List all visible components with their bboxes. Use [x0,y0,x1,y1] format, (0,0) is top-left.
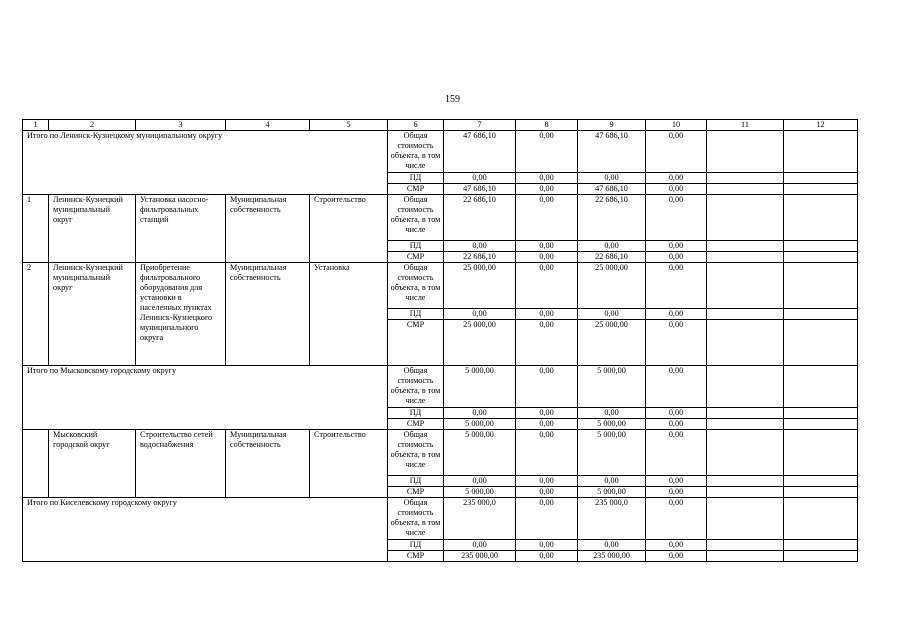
cost-type-label: Общая стоимость объекта, в том числе [388,195,444,241]
empty-cell [784,263,858,309]
value-c10: 0,00 [646,320,707,366]
cost-type-label: ПД [388,173,444,184]
cost-type-label: ПД [388,408,444,419]
section-total-label: Итого по Ленинск-Кузнецкому муниципальному округу [23,131,388,195]
cost-type-label: СМР [388,487,444,498]
value-c9: 25 000,00 [578,320,646,366]
value-c10: 0,00 [646,241,707,252]
item-ownership: Муниципальная собственность [226,263,310,366]
value-c9: 47 686,10 [578,131,646,173]
empty-cell [707,408,784,419]
item-number: 1 [23,195,49,263]
cost-type-label: ПД [388,476,444,487]
value-c10: 0,00 [646,408,707,419]
empty-cell [784,184,858,195]
investment-objects-table [22,119,858,562]
column-number: 10 [646,120,707,131]
value-c9: 22 686,10 [578,252,646,263]
empty-cell [784,419,858,430]
empty-cell [707,309,784,320]
empty-cell [707,366,784,408]
empty-cell [784,430,858,476]
empty-cell [707,320,784,366]
item-object-name: Приобретение фильтровального оборудования для установки в населенных пунктах Ленинск-Кузнецкого муниципального округа [136,263,226,366]
value-c7: 5 000,00 [444,430,516,476]
value-c9: 0,00 [578,173,646,184]
value-c9: 235 000,0 [578,498,646,540]
value-c7: 5 000,00 [444,487,516,498]
column-number-row [23,120,858,131]
value-c8: 0,00 [516,263,578,309]
value-c9: 0,00 [578,476,646,487]
item-work-type: Установка [310,263,388,366]
value-c10: 0,00 [646,430,707,476]
value-c9: 0,00 [578,540,646,551]
cost-type-label: Общая стоимость объекта, в том числе [388,430,444,476]
empty-cell [784,195,858,241]
column-number: 11 [707,120,784,131]
empty-cell [784,498,858,540]
value-c7: 235 000,00 [444,551,516,562]
empty-cell [707,551,784,562]
value-c9: 0,00 [578,309,646,320]
cost-type-label: Общая стоимость объекта, в том числе [388,131,444,173]
item-number [23,430,49,498]
value-c7: 47 686,10 [444,184,516,195]
empty-cell [784,540,858,551]
cost-type-label: СМР [388,551,444,562]
value-c8: 0,00 [516,366,578,408]
empty-cell [707,184,784,195]
value-c7: 0,00 [444,241,516,252]
cost-type-label: СМР [388,419,444,430]
value-c10: 0,00 [646,131,707,173]
value-c7: 25 000,00 [444,320,516,366]
value-c10: 0,00 [646,195,707,241]
value-c7: 22 686,10 [444,195,516,241]
value-c10: 0,00 [646,309,707,320]
value-c8: 0,00 [516,487,578,498]
value-c7: 0,00 [444,408,516,419]
empty-cell [784,408,858,419]
cost-type-label: Общая стоимость объекта, в том числе [388,366,444,408]
value-c10: 0,00 [646,366,707,408]
column-number: 2 [49,120,136,131]
empty-cell [707,476,784,487]
cost-type-label: СМР [388,184,444,195]
empty-cell [707,173,784,184]
value-c8: 0,00 [516,408,578,419]
value-c8: 0,00 [516,498,578,540]
cost-type-label: ПД [388,309,444,320]
value-c9: 22 686,10 [578,195,646,241]
table-row [23,366,858,408]
item-object-name: Установка насосно-фильтровальных станций [136,195,226,263]
item-municipality: Мысковский городской округ [49,430,136,498]
value-c10: 0,00 [646,419,707,430]
section-total-label: Итого по Киселевскому городскому округу [23,498,388,562]
value-c9: 5 000,00 [578,487,646,498]
table-row [23,498,858,540]
value-c7: 5 000,00 [444,419,516,430]
value-c8: 0,00 [516,252,578,263]
item-municipality: Ленинск-Кузнецкий муниципальный округ [49,195,136,263]
value-c8: 0,00 [516,320,578,366]
value-c9: 25 000,00 [578,263,646,309]
section-total-label: Итого по Мысковскому городскому округу [23,366,388,430]
value-c9: 5 000,00 [578,366,646,408]
column-number: 4 [226,120,310,131]
value-c8: 0,00 [516,551,578,562]
value-c8: 0,00 [516,419,578,430]
table-row [23,131,858,173]
cost-type-label: ПД [388,241,444,252]
value-c7: 5 000,00 [444,366,516,408]
value-c7: 0,00 [444,309,516,320]
empty-cell [707,419,784,430]
value-c10: 0,00 [646,551,707,562]
column-number: 12 [784,120,858,131]
item-number: 2 [23,263,49,366]
empty-cell [707,195,784,241]
item-object-name: Строительство сетей водоснабжения [136,430,226,498]
empty-cell [707,252,784,263]
empty-cell [784,487,858,498]
column-number: 1 [23,120,49,131]
empty-cell [707,430,784,476]
value-c10: 0,00 [646,184,707,195]
value-c10: 0,00 [646,540,707,551]
empty-cell [784,241,858,252]
value-c9: 0,00 [578,408,646,419]
empty-cell [707,498,784,540]
value-c7: 0,00 [444,540,516,551]
empty-cell [784,131,858,173]
item-ownership: Муниципальная собственность [226,430,310,498]
item-ownership: Муниципальная собственность [226,195,310,263]
cost-type-label: СМР [388,252,444,263]
empty-cell [707,263,784,309]
column-number: 3 [136,120,226,131]
column-number: 9 [578,120,646,131]
value-c10: 0,00 [646,476,707,487]
value-c10: 0,00 [646,252,707,263]
value-c7: 25 000,00 [444,263,516,309]
value-c7: 235 000,0 [444,498,516,540]
value-c8: 0,00 [516,195,578,241]
table-row [23,195,858,241]
value-c7: 0,00 [444,173,516,184]
empty-cell [784,366,858,408]
value-c9: 5 000,00 [578,419,646,430]
table-row [23,263,858,309]
empty-cell [707,540,784,551]
value-c7: 0,00 [444,476,516,487]
column-number: 7 [444,120,516,131]
value-c9: 47 686,10 [578,184,646,195]
value-c9: 5 000,00 [578,430,646,476]
value-c7: 47 686,10 [444,131,516,173]
item-work-type: Строительство [310,430,388,498]
table-row [23,430,858,476]
empty-cell [784,173,858,184]
column-number: 6 [388,120,444,131]
value-c8: 0,00 [516,131,578,173]
empty-cell [784,551,858,562]
empty-cell [707,487,784,498]
empty-cell [784,476,858,487]
page-number: 159 [445,94,460,105]
value-c8: 0,00 [516,476,578,487]
cost-type-label: Общая стоимость объекта, в том числе [388,263,444,309]
item-municipality: Ленинск-Кузнецкий муниципальный округ [49,263,136,366]
value-c8: 0,00 [516,540,578,551]
empty-cell [784,309,858,320]
value-c10: 0,00 [646,263,707,309]
value-c10: 0,00 [646,487,707,498]
value-c8: 0,00 [516,241,578,252]
empty-cell [707,241,784,252]
cost-type-label: ПД [388,540,444,551]
empty-cell [784,252,858,263]
cost-type-label: СМР [388,320,444,366]
value-c10: 0,00 [646,498,707,540]
cost-type-label: Общая стоимость объекта, в том числе [388,498,444,540]
column-number: 5 [310,120,388,131]
value-c9: 235 000,00 [578,551,646,562]
column-number: 8 [516,120,578,131]
value-c8: 0,00 [516,184,578,195]
value-c10: 0,00 [646,173,707,184]
value-c9: 0,00 [578,241,646,252]
empty-cell [784,320,858,366]
value-c8: 0,00 [516,430,578,476]
item-work-type: Строительство [310,195,388,263]
value-c7: 22 686,10 [444,252,516,263]
value-c8: 0,00 [516,173,578,184]
value-c8: 0,00 [516,309,578,320]
empty-cell [707,131,784,173]
